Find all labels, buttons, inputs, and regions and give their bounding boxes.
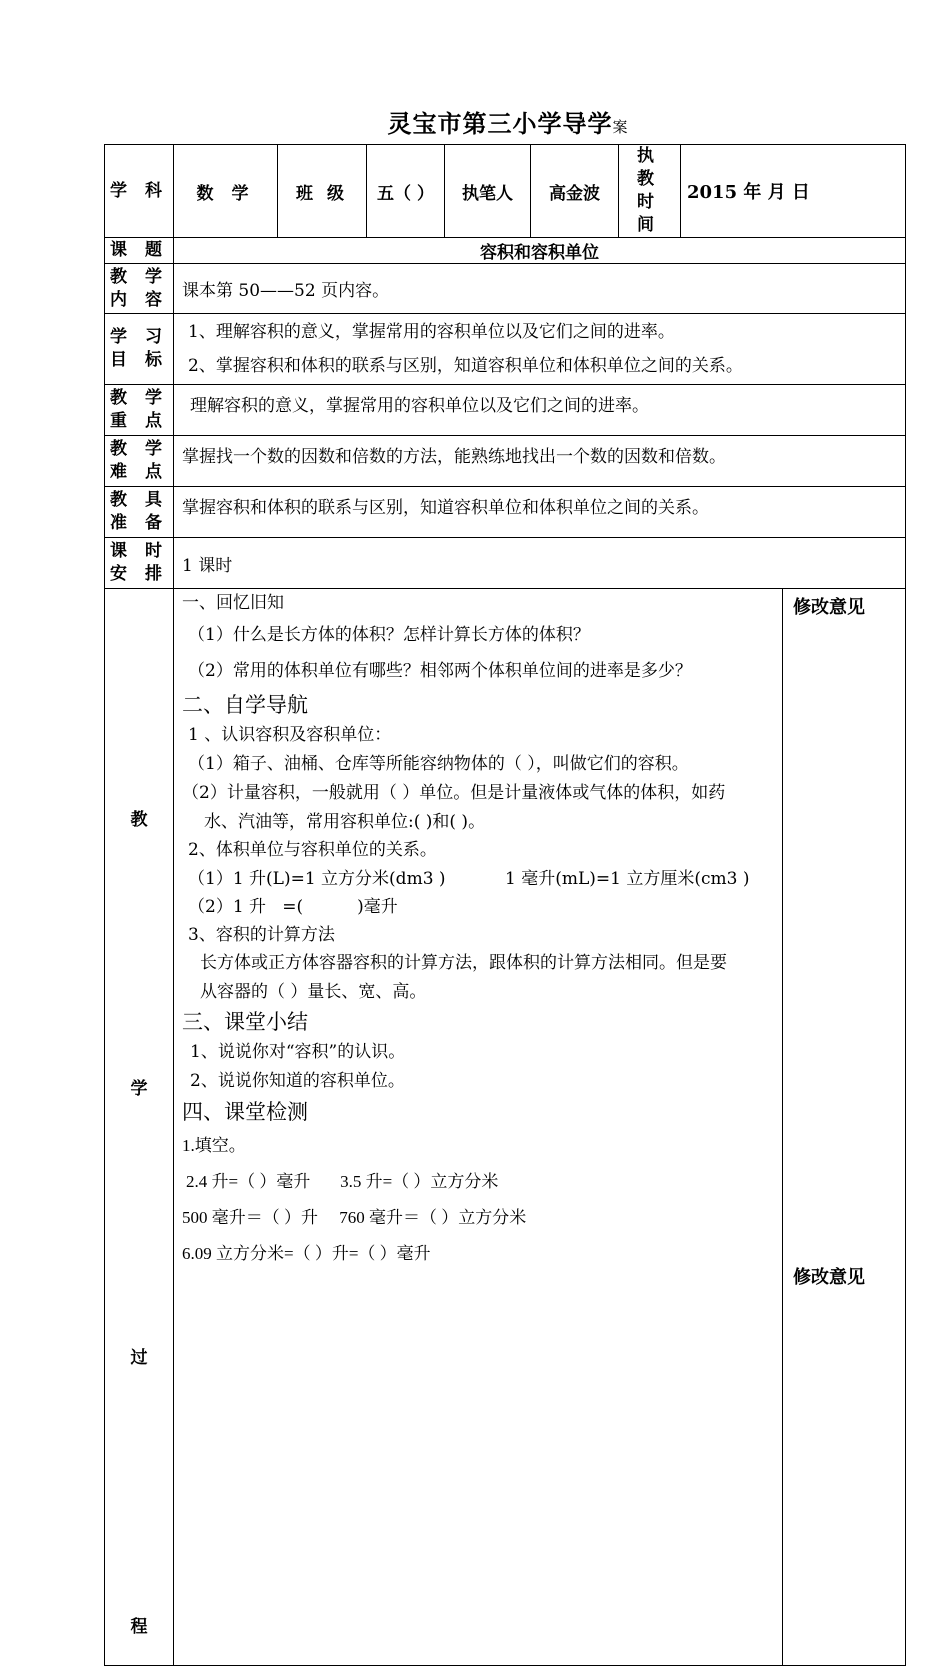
- hours-label: 课 时 安 排: [105, 538, 174, 589]
- process-line: 2、说说你知道的容积单位。: [190, 1071, 405, 1091]
- key-value: 理解容积的意义，掌握常用的容积单位以及它们之间的进率。: [174, 385, 906, 436]
- class-label: 班 级: [278, 145, 367, 238]
- goals-value: [174, 314, 906, 385]
- lesson-plan-table: [104, 144, 906, 1666]
- date-value: 2015 年 月 日: [681, 145, 906, 238]
- difficulty-row: [105, 436, 906, 487]
- tools-label: 教 具 准 备: [105, 487, 174, 538]
- topic-label: 课 题: [105, 238, 174, 264]
- content-label: 教 学 内 容: [105, 264, 174, 314]
- subject-value: 数 学: [174, 145, 278, 238]
- key-label: 教 学 重 点: [105, 385, 174, 436]
- key-row: [105, 385, 906, 436]
- document-title: 灵宝市第三小学导学案: [387, 109, 629, 138]
- difficulty-value: 掌握找一个数的因数和倍数的方法，能熟练地找出一个数的因数和倍数。: [174, 436, 906, 487]
- content-row: [105, 264, 906, 314]
- tools-value: 掌握容积和体积的联系与区别，知道容积单位和体积单位之间的关系。: [174, 487, 906, 538]
- process-line: 2.4 升=（ ）毫升 3.5 升=（ ）立方分米: [186, 1172, 499, 1191]
- difficulty-label: 教 学 难 点: [105, 436, 174, 487]
- process-line: （2）计量容积，一般就用（ ）单位。但是计量液体或气体的体积，如药: [182, 783, 726, 803]
- section-heading-selfstudy: 二、自学导航: [182, 693, 308, 717]
- process-line: （1）箱子、油桶、仓库等所能容纳物体的（ ），叫做它们的容积。: [188, 754, 689, 774]
- process-line: 500 毫升＝（ ）升 760 毫升＝（ ）立方分米: [182, 1208, 527, 1227]
- process-line: 6.09 立方分米=（ ）升=（ ）毫升: [182, 1244, 431, 1263]
- process-line: （1）什么是长方体的体积？怎样计算长方体的体积？: [188, 625, 590, 645]
- process-line: 1 、认识容积及容积单位：: [188, 725, 392, 745]
- section-heading-summary: 三、课堂小结: [182, 1010, 308, 1034]
- goals-row: [105, 314, 906, 385]
- time-label: 执 教 时 间: [619, 145, 681, 238]
- process-line: 1.填空。: [182, 1136, 246, 1155]
- process-line: （2）常用的体积单位有哪些？相邻两个体积单位间的进率是多少？: [188, 661, 692, 681]
- process-line: 从容器的（ ）量长、宽、高。: [200, 982, 427, 1002]
- revision-notes-label: 修改意见: [793, 597, 865, 618]
- revision-notes-label: 修改意见: [793, 1267, 865, 1288]
- writer-label: 执笔人: [445, 145, 531, 238]
- topic-row: [105, 238, 906, 264]
- writer-value: 高金波: [531, 145, 619, 238]
- process-content: [174, 589, 783, 1666]
- tools-row: [105, 487, 906, 538]
- goals-label: 学 习 目 标: [105, 314, 174, 385]
- header-row: [105, 145, 906, 238]
- process-label: [105, 589, 174, 1666]
- content-value: 课本第 50——52 页内容。: [174, 264, 906, 314]
- hours-value: 1 课时: [174, 538, 906, 589]
- hours-row: [105, 538, 906, 589]
- goal-line: 2、掌握容积和体积的联系与区别，知道容积单位和体积单位之间的关系。: [188, 356, 743, 376]
- topic-value: 容积和容积单位: [174, 238, 906, 264]
- subject-label: 学 科: [105, 145, 174, 238]
- process-label-char: 学: [130, 1079, 148, 1099]
- section-heading-check: 四、课堂检测: [182, 1100, 308, 1124]
- process-line: （1）1 升(L)=1 立方分米(dm3 ) 1 毫升(mL)=1 立方厘米(cm3 ): [188, 869, 750, 889]
- class-value: 五（ ）: [367, 145, 445, 238]
- process-line: 3、容积的计算方法: [188, 925, 335, 945]
- process-label-char: 教: [130, 810, 148, 830]
- revision-notes-column: [783, 589, 906, 1666]
- process-line: 2、体积单位与容积单位的关系。: [188, 840, 437, 860]
- title-suffix: 案: [612, 118, 629, 136]
- process-line: 水、汽油等，常用容积单位:( )和( )。: [204, 812, 486, 832]
- process-line: （2）1 升 =( )毫升: [188, 897, 398, 917]
- process-label-char: 过: [130, 1348, 148, 1368]
- process-label-char: 程: [130, 1617, 148, 1637]
- process-line: 长方体或正方体容器容积的计算方法，跟体积的计算方法相同。但是要: [200, 953, 727, 973]
- process-row: [105, 589, 906, 1666]
- goal-line: 1、理解容积的意义，掌握常用的容积单位以及它们之间的进率。: [188, 322, 675, 342]
- process-line: 1、说说你对“容积”的认识。: [190, 1042, 406, 1062]
- section-heading-review: 一、回忆旧知: [182, 593, 284, 613]
